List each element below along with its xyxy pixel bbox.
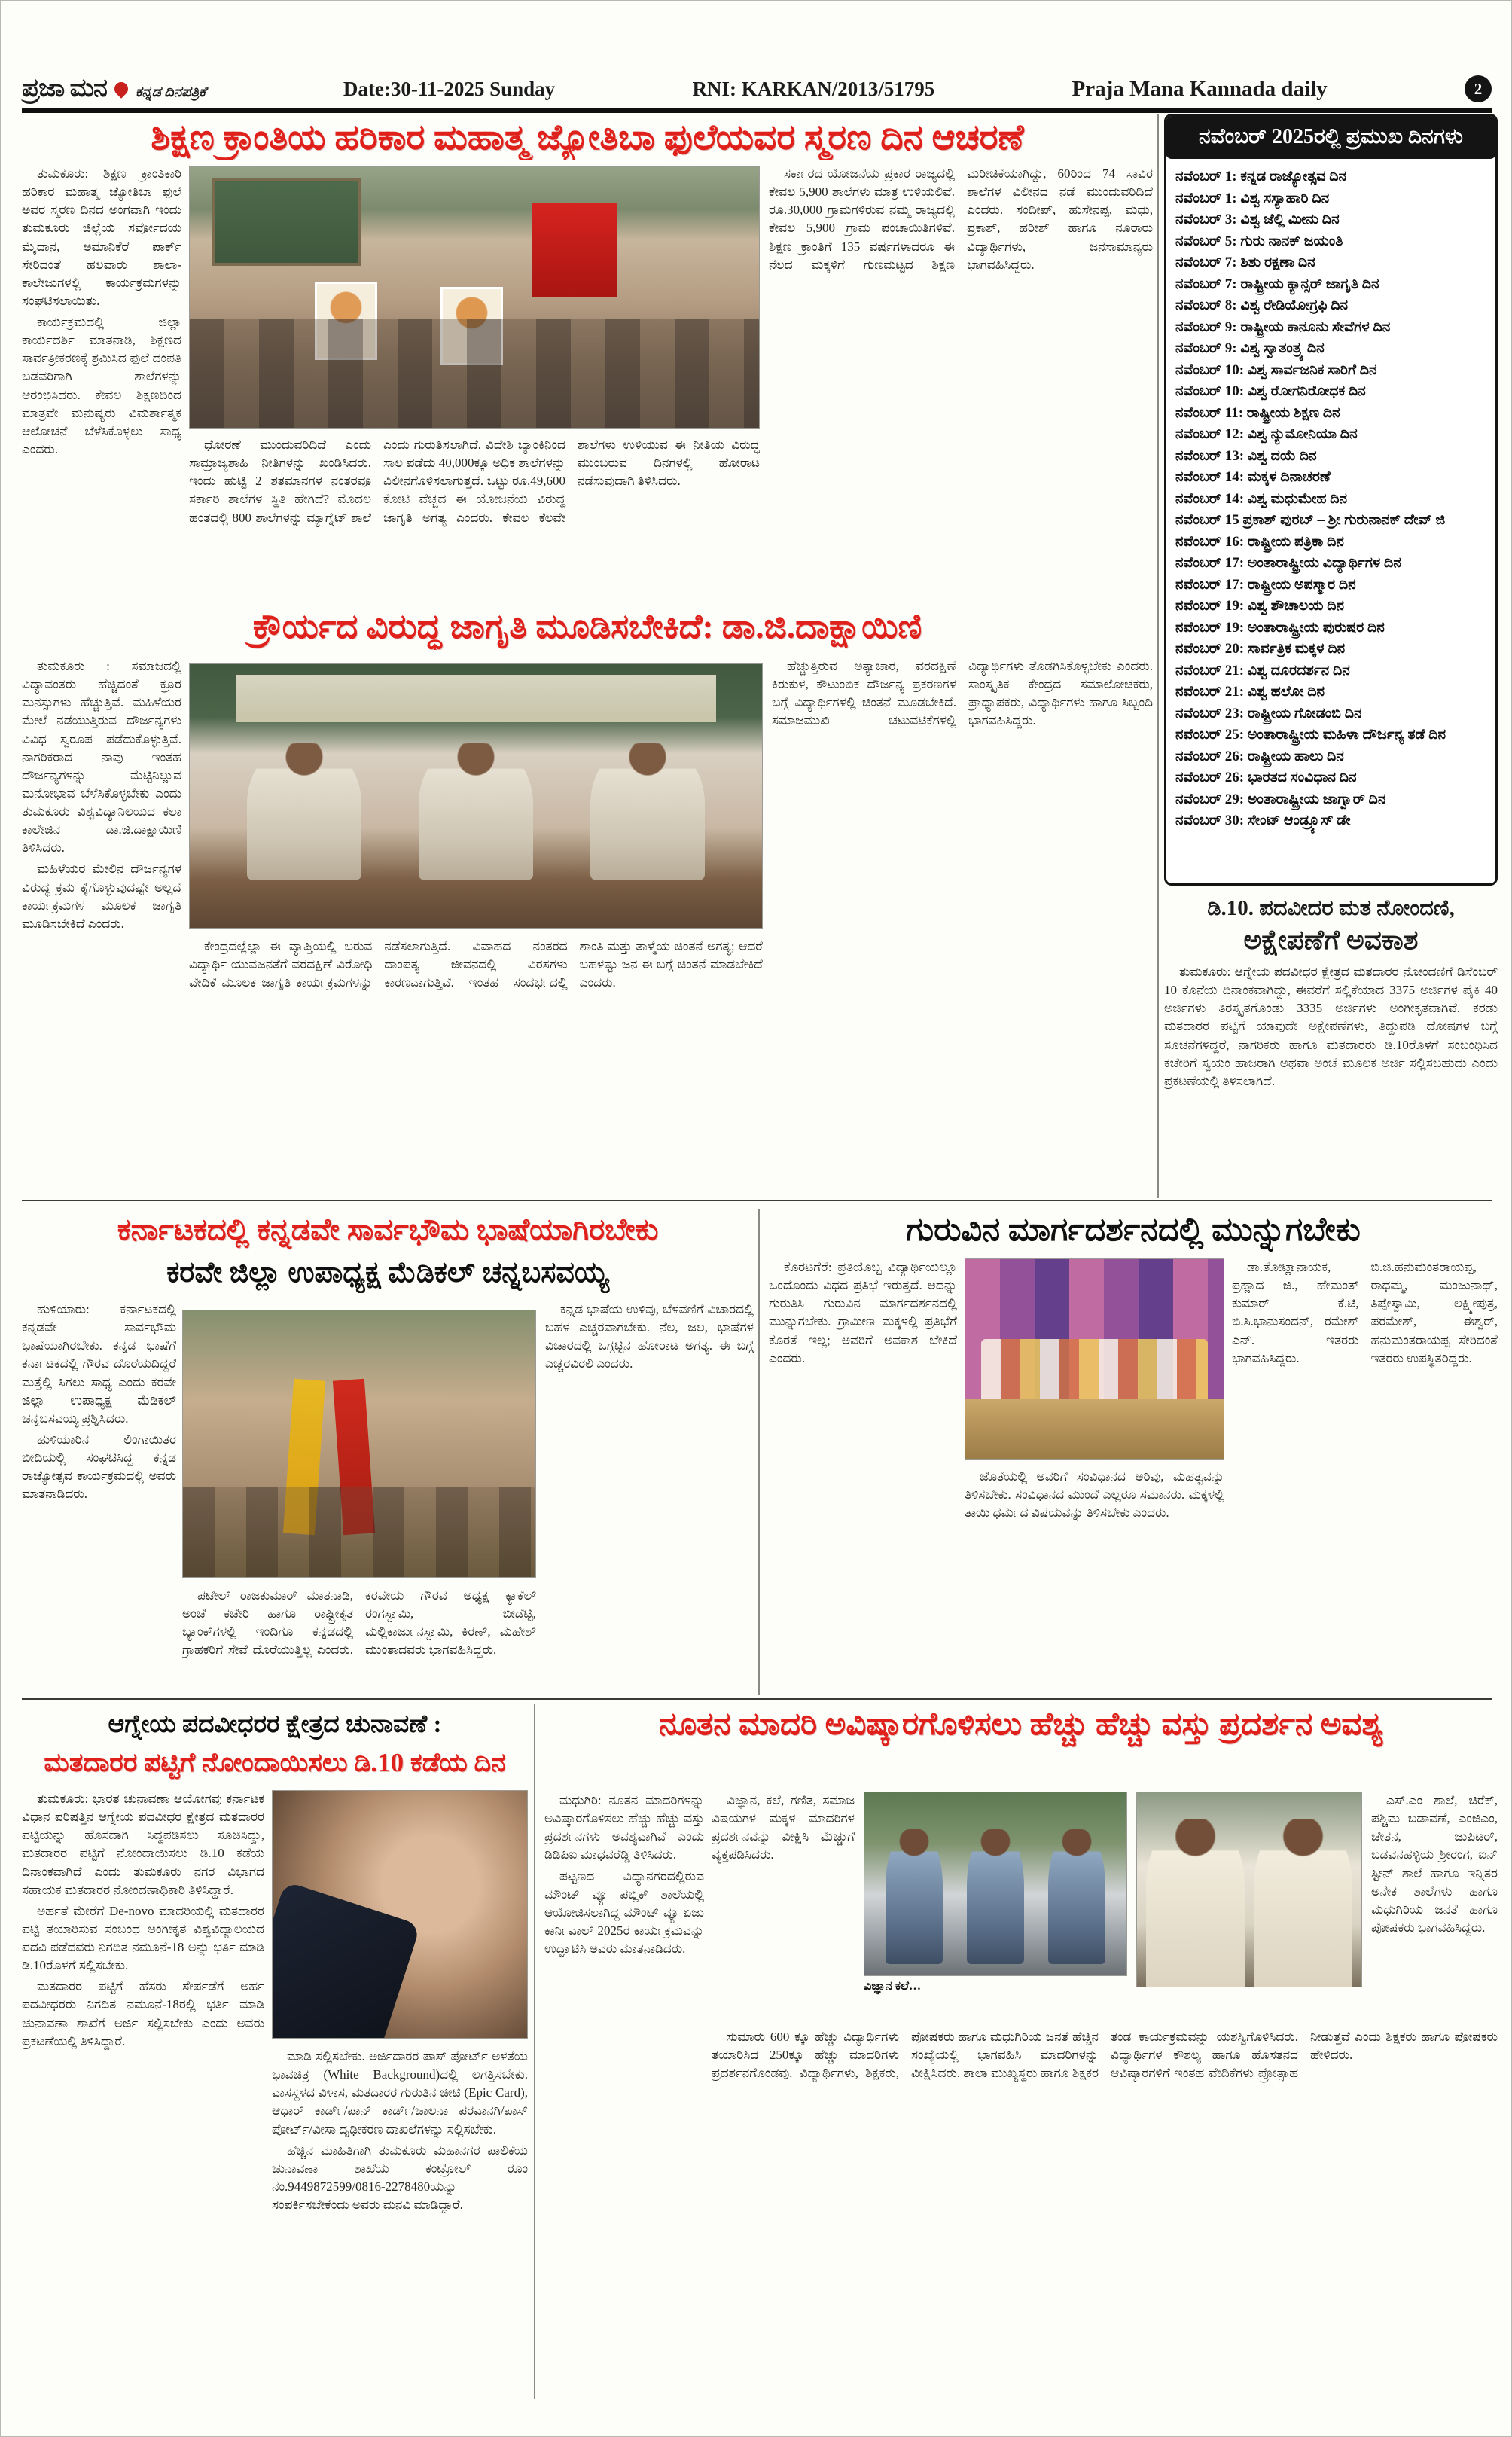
important-days-list <box>1166 163 1495 835</box>
list-item: ನವೆಂಬರ್ 16: ರಾಷ್ಟ್ರೀಯ ಪತ್ರಿಕಾ ದಿನ <box>1175 533 1344 550</box>
grad-note-headline-1: ಡಿ.10. ಪದವೀದರ ಮತ ನೋಂದಣಿ, <box>1207 896 1455 920</box>
stage-floor <box>965 1399 1224 1459</box>
headline-kannada: ಕರ್ನಾಟಕದಲ್ಲಿ ಕನ್ನಡವೇ ಸಾರ್ವಭೌಮ ಭಾಷೆಯಾಗಿರಬೇಕು <box>117 1212 659 1246</box>
article-kannada-col-1: ಹುಳಿಯಾರು: ಕರ್ನಾಟಕದಲ್ಲಿ ಕನ್ನಡವೇ ಸಾರ್ವಭೌಮ ಭಾಷೆಯಾಗಿರಬೇಕು. ಕನ್ನಡ ಭಾಷೆಗೆ ಕರ್ನಾಟಕದಲ್ಲಿ ಗೌರವ ದೊರೆಯದಿದ್ದರೆ ಮತ್ತೆಲ್ಲಿ ಸಿಗಲು ಸಾಧ್ಯ ಎಂದು ಕರವೇ ಜಿಲ್ಲಾ ಉಪಾಧ್ಯಕ್ಷ ಮೆಡಿಕಲ್ ಚನ್ನಬಸವಯ್ಯ ಪ್ರಶ್ನಿಸಿದರು. ಹುಳಿಯಾರಿನ ಲಿಂಗಾಯಿತರ ಬೀದಿಯಲ್ಲಿ ಸಂಘಟಿಸಿದ್ದ ಕನ್ನಡ ರಾಜ್ಯೋತ್ಸವ ಕಾರ್ಯಕ್ರಮದಲ್ಲಿ ಅವರು ಮಾತನಾಡಿದರು. <box>22 1302 176 1502</box>
section-rule <box>22 1698 1492 1700</box>
list-item: ನವೆಂಬರ್ 7: ಶಿಶು ರಕ್ಷಣಾ ದಿನ <box>1175 255 1315 270</box>
article-expo-col-2: ವಿಜ್ಞಾನ, ಕಲೆ, ಗಣಿತ, ಸಮಾಜ ವಿಷಯಗಳ ಮಕ್ಕಳ ಮಾದರಿಗಳ ಪ್ರದರ್ಶನವನ್ನು ವೀಕ್ಷಿಸಿ ಮೆಚ್ಚುಗೆ ವ್ಯಕ್ತಪಡಿಸಿದರು. <box>712 1793 855 1862</box>
article-kannada <box>22 1301 754 1695</box>
chalkboard <box>212 178 361 267</box>
list-item: ನವೆಂಬರ್ 10: ವಿಶ್ವ ಸಾರ್ವಜನಿಕ ಸಾರಿಗೆ ದಿನ <box>1175 361 1377 378</box>
article-expo-bottom-cols: ಸುಮಾರು 600 ಕ್ಕೂ ಹೆಚ್ಚು ವಿದ್ಯಾರ್ಥಿಗಳು ತಯಾರಿಸಿದ 250ಕ್ಕೂ ಹೆಚ್ಚು ಮಾದರಿಗಳು ಪ್ರದರ್ಶನಗೊಂಡವು. ವಿದ್ಯಾರ್ಥಿಗಳು, ಶಿಕ್ಷಕರು, ಪೋಷಕರು ಹಾಗೂ ಮಧುಗಿರಿಯ ಜನತೆ ಹೆಚ್ಚಿನ ಸಂಖ್ಯೆಯಲ್ಲಿ ಭಾಗವಹಿಸಿ ಮಾದರಿಗಳನ್ನು ವೀಕ್ಷಿಸಿದರು. ಶಾಲಾ ಮುಖ್ಯಸ್ಥರು ಹಾಗೂ ಶಿಕ್ಷಕರ ತಂಡ ಕಾರ್ಯಕ್ರಮವನ್ನು ಯಶಸ್ವಿಗೊಳಿಸಿದರು. ವಿದ್ಯಾರ್ಥಿಗಳ ಕೌಶಲ್ಯ ಹಾಗೂ ಹೊಸತನದ ಆವಿಷ್ಕಾರಗಳಿಗೆ ಇಂತಹ ವೇದಿಕೆಗಳು ಪ್ರೋತ್ಸಾಹ ನೀಡುತ್ತವೆ ಎಂದು ಶಿಕ್ಷಕರು ಹಾಗೂ ಪೋಷಕರು ಹೇಳಿದರು. <box>712 2030 1498 2081</box>
list-item: ನವೆಂಬರ್ 17: ಅಂತಾರಾಷ್ಟ್ರೀಯ ವಿದ್ಯಾರ್ಥಿಗಳ ದಿನ <box>1175 555 1401 571</box>
list-item: ನವೆಂಬರ್ 21: ವಿಶ್ವ ಹಲೋ ದಿನ <box>1175 684 1325 700</box>
article-dakshayini <box>22 657 1153 1120</box>
list-item: ನವೆಂಬರ್ 14: ವಿಶ್ವ ಮಧುಮೇಹ ದಿನ <box>1175 490 1348 507</box>
sleeve <box>272 1881 421 2039</box>
masthead-title-en: Praja Mana Kannada daily <box>1072 76 1328 101</box>
guest-figure <box>1254 1819 1352 1987</box>
list-item: ನವೆಂಬರ್ 14: ಮಕ್ಕಳ ದಿನಾಚರಣೆ <box>1175 469 1331 485</box>
headline-guru: ಗುರುವಿನ ಮಾರ್ಗದರ್ಶನದಲ್ಲಿ ಮುನ್ನುಗಬೇಕು <box>906 1212 1361 1248</box>
seated-speaker <box>419 743 533 880</box>
list-item: ನವೆಂಬರ್ 21: ವಿಶ್ವ ದೂರದರ್ಶನ ದಿನ <box>1175 662 1350 679</box>
article-phule-right-cols: ಸರ್ಕಾರದ ಯೋಜನೆಯ ಪ್ರಕಾರ ರಾಜ್ಯದಲ್ಲಿ ಕೇವಲ 5,900 ಶಾಲೆಗಳು ಮಾತ್ರ ಉಳಿಯಲಿವೆ. ರೂ.30,000 ಗ್ರಾಮಗಳಿರುವ ನಮ್ಮ ರಾಜ್ಯದಲ್ಲಿ ಕೇವಲ 5,900 ಗ್ರಾಮ ಪಂಚಾಯಿತಿಗಳಿವೆ. ಶಿಕ್ಷಣ ಕ್ರಾಂತಿಗೆ 135 ವರ್ಷಗಳಾದರೂ ಈ ನೆಲದ ಮಕ್ಕಳಿಗೆ ಗುಣಮಟ್ಟದ ಶಿಕ್ಷಣ ಮರೀಚಿಕೆಯಾಗಿದ್ದು, 60ರಿಂದ 74 ಸಾವಿರ ಶಾಲೆಗಳ ವಿಲೀನದ ನಡೆ ಮುಂದುವರಿದಿದೆ ಎಂದರು. ಸಂದೀಪ್, ಹುಸೇನಪ್ಪ, ಮಧು, ಪ್ರಕಾಶ್, ಹರೀಶ್ ಹಾಗೂ ನೂರಾರು ವಿದ್ಯಾರ್ಥಿಗಳು, ಜನಸಾಮಾನ್ಯರು ಭಾಗವಹಿಸಿದ್ದರು. <box>769 166 1153 272</box>
photo-caption: ವಿಜ್ಞಾನ ಕಲೆ… <box>864 1980 922 1993</box>
list-item: ನವೆಂಬರ್ 9: ವಿಶ್ವ ಸ್ವಾತಂತ್ರ್ಯ ದಿನ <box>1175 340 1325 356</box>
list-item: ನವೆಂಬರ್ 3: ವಿಶ್ವ ಜೆಲ್ಲಿ ಮೀನು ದಿನ <box>1175 212 1340 227</box>
list-item: ನವೆಂಬರ್ 8: ವಿಶ್ವ ರೇಡಿಯೋಗ್ರಫಿ ದಿನ <box>1175 297 1349 313</box>
headline-expo: ನೂತನ ಮಾದರಿ ಅವಿಷ್ಕಾರಗೊಳಿಸಲು ಹೆಚ್ಚು ಹೆಚ್ಚು ವಸ್ತು ಪ್ರದರ್ಶನ ಅವಶ್ಯ <box>658 1707 1384 1742</box>
list-item: ನವೆಂಬರ್ 30: ಸೇಂಟ್ ಆಂಡ್ರ್ಯೂಸ್ ಡೇ <box>1175 813 1351 828</box>
list-item: ನವೆಂಬರ್ 1: ವಿಶ್ವ ಸಸ್ಯಾಹಾರಿ ದಿನ <box>1175 190 1330 206</box>
article-guru <box>769 1258 1498 1695</box>
article-dakshayini-col-1: ತುಮಕೂರು : ಸಮಾಜದಲ್ಲಿ ವಿದ್ಯಾವಂತರು ಹೆಚ್ಚಿದಂತೆ ಕ್ರೂರ ಮನಸ್ಸುಗಳು ಹೆಚ್ಚುತ್ತಿವೆ. ಮಹಿಳೆಯರ ಮೇಲೆ ನಡೆಯುತ್ತಿರುವ ದೌರ್ಜನ್ಯಗಳು ವಿವಿಧ ಸ್ವರೂಪ ಪಡೆದುಕೊಳ್ಳುತ್ತಿವೆ. ನಾಗರಿಕರಾದ ನಾವು ಇಂತಹ ದೌರ್ಜನ್ಯಗಳನ್ನು ಮೆಟ್ಟಿನಿಲ್ಲುವ ಮನೋಭಾವ ಬೆಳೆಸಿಕೊಳ್ಳಬೇಕು ಎಂದು ತುಮಕೂರು ವಿಶ್ವವಿದ್ಯಾನಿಲಯದ ಕಲಾ ಕಾಲೇಜಿನ ಡಾ.ಜಿ.ದಾಕ್ಷಾಯಿಣಿ ತಿಳಿಸಿದರು. ಮಹಿಳೆಯರ ಮೇಲಿನ ದೌರ್ಜನ್ಯಗಳ ವಿರುದ್ಧ ಕ್ರಮ ಕೈಗೊಳ್ಳುವುದಷ್ಟೇ ಅಲ್ಲದೆ ಕಾರ್ಯಕ್ರಮಗಳ ಮೂಲಕ ಜಾಗೃತಿ ಮೂಡಿಸಬೇಕಿದೆ ಎಂದರು. <box>22 659 181 931</box>
official-figure <box>1048 1829 1106 1965</box>
logo-tagline: ಕನ್ನಡ ದಿನಪತ್ರಿಕೆ <box>135 84 206 100</box>
column-rule <box>1157 114 1159 1198</box>
photo-phule-students <box>189 166 760 429</box>
column-rule <box>758 1209 760 1695</box>
list-item: ನವೆಂಬರ್ 12: ವಿಶ್ವ ನ್ಯುಮೋನಿಯಾ ದಿನ <box>1175 426 1358 442</box>
masthead-rni: RNI: KARKAN/2013/51795 <box>692 77 935 100</box>
article-guru-col-1: ಕೊರಟಗೆರೆ: ಪ್ರತಿಯೊಬ್ಬ ವಿದ್ಯಾರ್ಥಿಯಲ್ಲೂ ಒಂದೊಂದು ವಿಧದ ಪ್ರತಿಭೆ ಇರುತ್ತದೆ. ಅದನ್ನು ಗುರುತಿಸಿ ಗುರುವಿನ ಮಾರ್ಗದರ್ಶನದಲ್ಲಿ ಮುನ್ನುಗಬೇಕು. ಗ್ರಾಮೀಣ ಮಕ್ಕಳಲ್ಲಿ ಪ್ರತಿಭೆಗೆ ಕೊರತೆ ಇಲ್ಲ; ಅವರಿಗೆ ಅವಕಾಶ ಬೇಕಿದೆ ಎಂದರು. <box>769 1260 957 1365</box>
article-dakshayini-under-photo: ಕೇಂದ್ರದಲ್ಲೆಲ್ಲಾ ಈ ವ್ಯಾಪ್ತಿಯಲ್ಲಿ ಬರುವ ವಿದ್ಯಾರ್ಥಿ ಯುವಜನತೆಗೆ ವರದಕ್ಷಿಣೆ ವಿರೋಧಿ ವೇದಿಕೆ ಮೂಲಕ ಜಾಗೃತಿ ಕಾರ್ಯಕ್ರಮಗಳನ್ನು ನಡೆಸಲಾಗುತ್ತಿದೆ. ವಿವಾಹದ ನಂತರದ ದಾಂಪತ್ಯ ಜೀವನದಲ್ಲಿ ವಿರಸಗಳು ಕಾರಣವಾಗುತ್ತಿವೆ. ಇಂತಹ ಸಂದರ್ಭದಲ್ಲಿ ಶಾಂತಿ ಮತ್ತು ತಾಳ್ಮೆಯ ಚಿಂತನೆ ಅಗತ್ಯ; ಆದರೆ ಬಹಳಷ್ಟು ಜನ ಈ ಬಗ್ಗೆ ಚಿಂತನೆ ಮಾಡಬೇಕಿದೆ ಎಂದರು. <box>189 939 763 990</box>
important-days-title: ನವೆಂಬರ್ 2025ರಲ್ಲಿ ಪ್ರಮುಖ ದಿನಗಳು <box>1166 115 1496 159</box>
list-item: ನವೆಂಬರ್ 26: ರಾಷ್ಟ್ರೀಯ ಹಾಲು ದಿನ <box>1175 748 1344 764</box>
list-item: ನವೆಂಬರ್ 15 ಪ್ರಕಾಶ್ ಪುರಬ್ – ಶ್ರೀ ಗುರುನಾನಕ್ ದೇವ್ ಜಿ <box>1175 512 1446 528</box>
article-phule-under-photo: ಧೋರಣೆ ಮುಂದುವರಿದಿದೆ ಎಂದು ಸಾಮ್ರಾಜ್ಯಶಾಹಿ ನೀತಿಗಳನ್ನು ಖಂಡಿಸಿದರು. ಇಂದು ಹುಟ್ಟಿ 2 ಶತಮಾನಗಳ ನಂತರವೂ ಸರ್ಕಾರಿ ಶಾಲೆಗಳ ಸ್ಥಿತಿ ಹೇಗಿದೆ? ಮೊದಲ ಹಂತದಲ್ಲಿ 800 ಶಾಲೆಗಳನ್ನು ಮ್ಯಾಗ್ನೆಟ್ ಶಾಲೆ ಎಂದು ಗುರುತಿಸಲಾಗಿದೆ. ವಿದೇಶಿ ಬ್ಯಾಂಕಿನಿಂದ ಸಾಲ ಪಡೆದು 40,000ಕ್ಕೂ ಅಧಿಕ ಶಾಲೆಗಳನ್ನು ವಿಲೀನಗೊಳಿಸಲಾಗುತ್ತದೆ. ಒಟ್ಟು ರೂ.49,600 ಕೋಟಿ ವೆಚ್ಚದ ಈ ಯೋಜನೆಯ ವಿರುದ್ಧ ಜಾಗೃತಿ ಅಗತ್ಯ ಎಂದರು. ಕೇವಲ ಕೆಲವೇ ಶಾಲೆಗಳು ಉಳಿಯುವ ಈ ನೀತಿಯ ವಿರುದ್ಧ ಮುಂಬರುವ ದಿನಗಳಲ್ಲಿ ಹೋರಾಟ ನಡೆಸುವುದಾಗಿ ತಿಳಿಸಿದರು. <box>189 438 760 525</box>
important-days-box <box>1164 114 1498 886</box>
headline-voters-red: ಮತದಾರರ ಪಟ್ಟಿಗೆ ನೋಂದಾಯಿಸಲು ಡಿ.10 ಕಡೆಯ ದಿನ <box>44 1748 506 1777</box>
photo-kannada-activists <box>182 1310 536 1578</box>
article-voters <box>22 1790 528 2399</box>
article-voters-col-1: ತುಮಕೂರು: ಭಾರತ ಚುನಾವಣಾ ಆಯೋಗವು ಕರ್ನಾಟಕ ವಿಧಾನ ಪರಿಷತ್ತಿನ ಆಗ್ನೇಯ ಪದವೀಧರ ಕ್ಷೇತ್ರದ ಮತದಾರರ ಪಟ್ಟಿಯನ್ನು ಹೊಸದಾಗಿ ಸಿದ್ಧಪಡಿಸಲು ಸೂಚಿಸಿದ್ದು, ಮತದಾರರ ಪಟ್ಟಿಗೆ ನೋಂದಾಯಿಸಲು ಡಿ.10 ಕಡೆಯ ದಿನಾಂಕವಾಗಿದೆ ಎಂದು ತುಮಕೂರು ನಗರ ವಿಭಾಗದ ಸಹಾಯಕ ಮತದಾರರ ನೋಂದಣಾಧಿಕಾರಿ ತಿಳಿಸಿದ್ದಾರೆ. ಅರ್ಹತೆ ಮೇರೆಗೆ De-novo ಮಾದರಿಯಲ್ಲಿ ಮತದಾರರ ಪಟ್ಟಿ ತಯಾರಿಸುವ ಸಂಬಂಧ ಅಂಗೀಕೃತ ವಿಶ್ವವಿದ್ಯಾಲಯದ ಪದವಿ ಪಡೆದವರು ನಿಗದಿತ ನಮೂನೆ-18 ಅನ್ನು ಭರ್ತಿ ಮಾಡಿ ಡಿ.10ರೊಳಗೆ ಸಲ್ಲಿಸಬೇಕು. ಮತದಾರರ ಪಟ್ಟಿಗೆ ಹೆಸರು ಸೇರ್ಪಡೆಗೆ ಅರ್ಹ ಪದವೀಧರರು ನಿಗದಿತ ನಮೂನೆ-18ರಲ್ಲಿ ಭರ್ತಿ ಮಾಡಿ ಚುನಾವಣಾ ಶಾಖೆಗೆ ಅರ್ಜಿ ಸಲ್ಲಿಸಬೇಕು ಎಂದು ಅವರು ಪ್ರಕಟಣೆಯಲ್ಲಿ ತಿಳಿಸಿದ್ದಾರೆ. <box>22 1792 264 2048</box>
article-kannada-under-photo: ಪಟೇಲ್ ರಾಜಕುಮಾರ್ ಮಾತನಾಡಿ, ಅಂಚೆ ಕಚೇರಿ ಹಾಗೂ ರಾಷ್ಟ್ರೀಕೃತ ಬ್ಯಾಂಕ್‌ಗಳಲ್ಲಿ ಇಂದಿಗೂ ಕನ್ನಡದಲ್ಲಿ ಗ್ರಾಹಕರಿಗೆ ಸೇವೆ ದೊರೆಯುತ್ತಿಲ್ಲ ಎಂದರು. ಕರವೇಯ ಗೌರವ ಅಧ್ಯಕ್ಷ ಕ್ಯಾಕೆಲ್ ರಂಗಸ್ವಾಮಿ, ಬೀಡೆಟ್ಟಿ, ಮಲ್ಲಿಕಾರ್ಜುನಸ್ವಾಮಿ, ಕಿರಣ್, ಮಹೇಶ್ ಮುಂತಾದವರು ಭಾಗವಹಿಸಿದ್ದರು. <box>182 1588 536 1658</box>
article-grad-note <box>1164 894 1498 1198</box>
official-figure <box>886 1829 943 1965</box>
list-item: ನವೆಂಬರ್ 10: ವಿಶ್ವ ರೋಗನಿರೋಧಕ ದಿನ <box>1175 383 1366 399</box>
article-phule <box>22 165 1153 567</box>
official-figure <box>967 1829 1025 1965</box>
article-expo-col-1: ಮಧುಗಿರಿ: ನೂತನ ಮಾದರಿಗಳನ್ನು ಅವಿಷ್ಕಾರಗೊಳಿಸಲು ಹೆಚ್ಚು ಹೆಚ್ಚು ವಸ್ತು ಪ್ರದರ್ಶನಗಳು ಅವಶ್ಯವಾಗಿವೆ ಎಂದು ಡಿಡಿಪಿಐ ಮಾಧವರೆಡ್ಡಿ ತಿಳಿಸಿದರು. ಪಟ್ಟಣದ ವಿದ್ಯಾನಗರದಲ್ಲಿರುವ ಮೌಂಟ್ ವ್ಯೂ ಪಬ್ಲಿಕ್ ಶಾಲೆಯಲ್ಲಿ ಆಯೋಜಿಸಲಾಗಿದ್ದ ಮೌಂಟ್ ವ್ಯೂ ಏಜು ಕಾರ್ನಿವಾಲ್ 2025ರ ಕಾರ್ಯಕ್ರಮವನ್ನು ಉದ್ಘಾಟಿಸಿ ಅವರು ಮಾತನಾಡಿದರು. <box>544 1793 704 1956</box>
photo-expo-officials <box>864 1792 1127 1976</box>
masthead <box>22 72 1492 106</box>
list-item: ನವೆಂಬರ್ 1: ಕನ್ನಡ ರಾಜ್ಯೋತ್ಸವ ದಿನ <box>1175 169 1347 185</box>
article-phule-col-1: ತುಮಕೂರು: ಶಿಕ್ಷಣ ಕ್ರಾಂತಿಕಾರಿ ಹರಿಕಾರ ಮಹಾತ್ಮ ಜ್ಯೋತಿಬಾ ಫುಲೆ ಅವರ ಸ್ಮರಣ ದಿನದ ಅಂಗವಾಗಿ ಇಂದು ತುಮಕೂರು ಜಿಲ್ಲೆಯ ಸರ್ವೋದಯ ಮೈದಾನ, ಅಮಾನಿಕೆರೆ ಪಾರ್ಕ್ ಸೇರಿದಂತೆ ಹಲವಾರು ಶಾಲಾ-ಕಾಲೇಜುಗಳಲ್ಲಿ ಕಾರ್ಯಕ್ರಮಗಳನ್ನು ಸಂಘಟಿಸಲಾಯಿತು. ಕಾರ್ಯಕ್ರಮದಲ್ಲಿ ಜಿಲ್ಲಾ ಕಾರ್ಯದರ್ಶಿ ಮಾತನಾಡಿ, ಶಿಕ್ಷಣದ ಸಾರ್ವತ್ರೀಕರಣಕ್ಕೆ ಶ್ರಮಿಸಿದ ಫುಲೆ ದಂಪತಿ ಬಡವರಿಗಾಗಿ ಶಾಲೆಗಳನ್ನು ಆರಂಭಿಸಿದರು. ಕೇವಲ ಶಿಕ್ಷಣದಿಂದ ಮಾತ್ರವೇ ಮನುಷ್ಯರು ವಿಮರ್ಶಾತ್ಮಕ ಆಲೋಚನೆ ಬೆಳೆಸಿಕೊಳ್ಳಲು ಸಾಧ್ಯ ಎಂದರು. <box>22 166 181 456</box>
photo-dakshayini-meeting <box>189 663 763 929</box>
list-item: ನವೆಂಬರ್ 29: ಅಂತಾರಾಷ್ಟ್ರೀಯ ಜಾಗ್ವಾರ್ ದಿನ <box>1175 791 1386 807</box>
article-kannada-right-col: ಕನ್ನಡ ಭಾಷೆಯ ಉಳಿವು, ಬೆಳವಣಿಗೆ ವಿಚಾರದಲ್ಲಿ ಬಹಳ ಎಚ್ಚರವಾಗಬೇಕು. ನೆಲ, ಜಲ, ಭಾಷೆಗಳ ವಿಚಾರದಲ್ಲಿ ಒಗ್ಗಟ್ಟಿನ ಹೋರಾಟ ಅಗತ್ಯ. ಈ ಬಗ್ಗೆ ಎಚ್ಚರವಿರಲಿ ಎಂದರು. <box>545 1302 754 1371</box>
article-expo-photo-block <box>864 1792 1127 2019</box>
logo-text: ಪ್ರಜಾ ಮನ <box>22 75 107 102</box>
guest-figure <box>1146 1819 1245 1987</box>
article-expo-col-5: ಎಸ್.ಎಂ ಶಾಲೆ, ಚಿರೆಕ್, ಪಶ್ಚಿಮ ಬಡಾವಣೆ, ಎಂಜಿಎಂ, ಚೇತನ, ಜುಪಿಟರ್, ಬಡವನಹಳ್ಳಿಯ ಶ್ರೀರಂಗ, ಐನ್ ಸ್ಟೀನ್ ಶಾಲೆ ಹಾಗೂ ಇನ್ನಿತರ ಅನೇಕ ಶಾಲೆಗಳು ಹಾಗೂ ಮಧುಗಿರಿಯ ಜನತೆ ಹಾಗೂ ಪೋಷಕರು ಭಾಗವಹಿಸಿದ್ದರು. <box>1371 1793 1498 1935</box>
list-item: ನವೆಂಬರ್ 9: ರಾಷ್ಟ್ರೀಯ ಕಾನೂನು ಸೇವೆಗಳ ದಿನ <box>1175 319 1391 335</box>
list-item: ನವೆಂಬರ್ 23: ರಾಷ್ಟ್ರೀಯ ಗೋಡಂಬಿ ದಿನ <box>1175 705 1362 721</box>
grad-note-headline-2: ಅಕ್ಷೇಪಣೆಗೆ ಅವಕಾಶ <box>1243 925 1419 955</box>
grad-note-body: ತುಮಕೂರು: ಆಗ್ನೇಯ ಪದವೀಧರ ಕ್ಷೇತ್ರದ ಮತದಾರರ ನೋಂದಣಿಗೆ ಡಿಸೆಂಬರ್ 10 ಕೊನೆಯ ದಿನಾಂಕವಾಗಿದ್ದು, ಈವರೆಗೆ ಸಲ್ಲಿಕೆಯಾದ 3375 ಅರ್ಜಿಗಳ ಪೈಕಿ 40 ಅರ್ಜಿಗಳು ತಿರಸ್ಕೃತಗೊಂಡು 3335 ಅರ್ಜಿಗಳು ಅಂಗೀಕೃತವಾಗಿವೆ. ಕರಡು ಮತದಾರರ ಪಟ್ಟಿಗೆ ಯಾವುದೇ ಅಕ್ಷೇಪಣೆಗಳು, ತಿದ್ದುಪಡಿ ದೋಷಗಳ ಬಗ್ಗೆ ಸೂಚನೆಗಳಿದ್ದರೆ, ನಾಗರಿಕರು ಹಾಗೂ ಮತದಾರರು ಡಿ.10ರೊಳಗೆ ಸಂಬಂಧಿಸಿದ ಕಚೇರಿಗೆ ಸ್ವಯಂ ಹಾಜರಾಗಿ ಅಥವಾ ಅಂಚೆ ಮೂಲಕ ಅರ್ಜಿ ಸಲ್ಲಿಸಬಹುದು ಎಂದು ಪ್ರಕಟಣೆಯಲ್ಲಿ ತಿಳಿಸಲಾಗಿದೆ. <box>1164 965 1498 1088</box>
page-number-badge: 2 <box>1465 75 1492 102</box>
article-guru-right-cols: ಡಾ.ತೋಟ್ಲಾನಾಯಕ, ಪ್ರಹ್ಲಾದ ಜಿ., ಹೇಮಂತ್ ಕುಮಾರ್ ಕೆ.ಟಿ, ಬಿ.ಸಿ.ಭಾನುಸಂದನ್, ರಮೇಶ್ ಎನ್. ಇತರರು ಭಾಗವಹಿಸಿದ್ದರು. ಬಿ.ಜಿ.ಹನುಮಂತರಾಯಪ್ಪ, ರಾಧಮ್ಮ, ಮಂಜುನಾಥ್, ತಿಪ್ಪೇಸ್ವಾಮಿ, ಲಕ್ಷ್ಮೀಪುತ್ರ, ಪರಮೇಶ್, ಈಶ್ವರ್, ಹನುಮಂತರಾಯಪ್ಪ ಸೇರಿದಂತೆ ಇತರರು ಉಪಸ್ಥಿತರಿದ್ದರು. <box>1232 1260 1498 1365</box>
list-item: ನವೆಂಬರ್ 19: ವಿಶ್ವ ಶೌಚಾಲಯ ದಿನ <box>1175 598 1345 614</box>
photo-guru-program <box>965 1258 1224 1460</box>
masthead-date: Date:30-11-2025 Sunday <box>343 77 556 100</box>
article-expo-top-row <box>712 1792 1498 2019</box>
subheadline-kannada: ಕರವೇ ಜಿಲ್ಲಾ ಉಪಾಧ್ಯಕ್ಷ ಮೆಡಿಕಲ್ ಚನ್ನಬಸವಯ್ಯ <box>166 1257 609 1289</box>
students-group <box>190 319 759 428</box>
list-item: ನವೆಂಬರ್ 19: ಅಂತಾರಾಷ್ಟ್ರೀಯ ಪುರುಷರ ದಿನ <box>1175 619 1385 636</box>
headline-voters-black: ಆಗ್ನೇಯ ಪದವೀಧರರ ಕ್ಷೇತ್ರದ ಚುನಾವಣೆ : <box>108 1711 442 1738</box>
photo-expo-guests <box>1136 1792 1362 1987</box>
article-voters-col-2: ಮಾಡಿ ಸಲ್ಲಿಸಬೇಕು. ಅರ್ಜಿದಾರರ ಪಾಸ್ ಪೋರ್ಟ್ ಅಳತೆಯ ಭಾವಚಿತ್ರ (White Background)ದಲ್ಲಿ ಲಗತ್ತಿಸಬೇಕು. ವಾಸಸ್ಥಳದ ವಿಳಾಸ, ಮತದಾರರ ಗುರುತಿನ ಚೀಟಿ (Epic Card), ಆಧಾರ್ ಕಾರ್ಡ್/ಪಾನ್ ಕಾರ್ಡ್/ಚಾಲನಾ ಪರವಾನಗಿ/ಪಾಸ್ ಪೋರ್ಟ್/ವೀಸಾ ದೃಢೀಕರಣ ದಾಖಲೆಗಳನ್ನು ಸಲ್ಲಿಸಬೇಕು. ಹೆಚ್ಚಿನ ಮಾಹಿತಿಗಾಗಿ ತುಮಕೂರು ಮಹಾನಗರ ಪಾಲಿಕೆಯ ಚುನಾವಣಾ ಶಾಖೆಯ ಕಂಟ್ರೋಲ್ ರೂಂ ನಂ.9449872599/0816-2278480ಯನ್ನು ಸಂಪರ್ಕಿಸಬೇಕೆಂದು ಅವರು ಮನವಿ ಮಾಡಿದ್ದಾರೆ. <box>272 2049 528 2212</box>
article-expo <box>544 1792 1498 2399</box>
list-item: ನವೆಂಬರ್ 7: ರಾಷ್ಟ್ರೀಯ ಕ್ಯಾನ್ಸರ್ ಜಾಗೃತಿ ದಿನ <box>1175 276 1379 292</box>
stage-banner <box>236 675 716 722</box>
section-rule <box>22 1200 1492 1201</box>
headline-dakshayini: ಕ್ರೌರ್ಯದ ವಿರುದ್ಧ ಜಾಗೃತಿ ಮೂಡಿಸಬೇಕಿದೆ: ಡಾ.ಜಿ.ದಾಕ್ಷಾಯಿಣಿ <box>252 608 922 645</box>
masthead-rule <box>22 108 1492 113</box>
red-flag <box>532 203 617 297</box>
column-rule <box>534 1704 535 2399</box>
list-item: ನವೆಂಬರ್ 20: ಸಾರ್ವತ್ರಿಕ ಮಕ್ಕಳ ದಿನ <box>1175 641 1346 657</box>
article-guru-under-photo: ಜೊತೆಯಲ್ಲಿ ಅವರಿಗೆ ಸಂವಿಧಾನದ ಅರಿವು, ಮಹತ್ವವನ್ನು ತಿಳಿಸಬೇಕು. ಸಂವಿಧಾನದ ಮುಂದೆ ಎಲ್ಲರೂ ಸಮಾನರು. ಮಕ್ಕಳಲ್ಲಿ ತಾಯಿ ಧರ್ಮದ ವಿಷಯವನ್ನು ತಿಳಿಸಬೇಕು ಎಂದರು. <box>965 1469 1224 1520</box>
activists-group <box>183 1487 535 1577</box>
list-item: ನವೆಂಬರ್ 13: ವಿಶ್ವ ದಯೆ ದಿನ <box>1175 447 1317 464</box>
logo-flower-icon <box>111 79 130 98</box>
list-item: ನವೆಂಬರ್ 26: ಭಾರತದ ಸಂವಿಧಾನ ದಿನ <box>1175 770 1357 785</box>
list-item: ನವೆಂಬರ್ 11: ರಾಷ್ಟ್ರೀಯ ಶಿಕ್ಷಣ ದಿನ <box>1175 404 1340 421</box>
seated-speaker <box>247 743 361 880</box>
costumed-children <box>981 1339 1209 1407</box>
headline-phule: ಶಿಕ್ಷಣ ಕ್ರಾಂತಿಯ ಹರಿಕಾರ ಮಹಾತ್ಮ ಜ್ಯೋತಿಬಾ ಫುಲೆಯವರ ಸ್ಮರಣ ದಿನ ಆಚರಣೆ <box>151 118 1024 157</box>
list-item: ನವೆಂಬರ್ 17: ರಾಷ್ಟ್ರೀಯ ಅಪಸ್ಮಾರ ದಿನ <box>1175 576 1356 593</box>
article-dakshayini-right-cols: ಹೆಚ್ಚುತ್ತಿರುವ ಅತ್ಯಾಚಾರ, ವರದಕ್ಷಿಣೆ ಕಿರುಕುಳ, ಕೌಟುಂಬಿಕ ದೌರ್ಜನ್ಯ ಪ್ರಕರಣಗಳ ಬಗ್ಗೆ ವಿದ್ಯಾರ್ಥಿಗಳಲ್ಲಿ ಚಿಂತನೆ ಮೂಡಬೇಕಿದೆ. ಸಮಾಜಮುಖಿ ಚಟುವಟಿಕೆಗಳಲ್ಲಿ ವಿದ್ಯಾರ್ಥಿಗಳು ತೊಡಗಿಸಿಕೊಳ್ಳಬೇಕು ಎಂದರು. ಸಾಂಸ್ಕೃತಿಕ ಕೇಂದ್ರದ ಸಮಾಲೋಚಕರು, ಪ್ರಾಧ್ಯಾಪಕರು, ವಿದ್ಯಾರ್ಥಿಗಳು ಹಾಗೂ ಸಿಬ್ಬಂದಿ ಭಾಗವಹಿಸಿದ್ದರು. <box>772 659 1153 728</box>
seated-speaker <box>590 743 705 880</box>
list-item: ನವೆಂಬರ್ 5: ಗುರು ನಾನಕ್ ಜಯಂತಿ <box>1175 233 1343 249</box>
list-item: ನವೆಂಬರ್ 25: ಅಂತಾರಾಷ್ಟ್ರೀಯ ಮಹಿಳಾ ದೌರ್ಜನ್ಯ ತಡೆ ದಿನ <box>1175 727 1446 743</box>
newspaper-logo <box>22 75 206 103</box>
photo-voter-hand <box>272 1790 528 2039</box>
